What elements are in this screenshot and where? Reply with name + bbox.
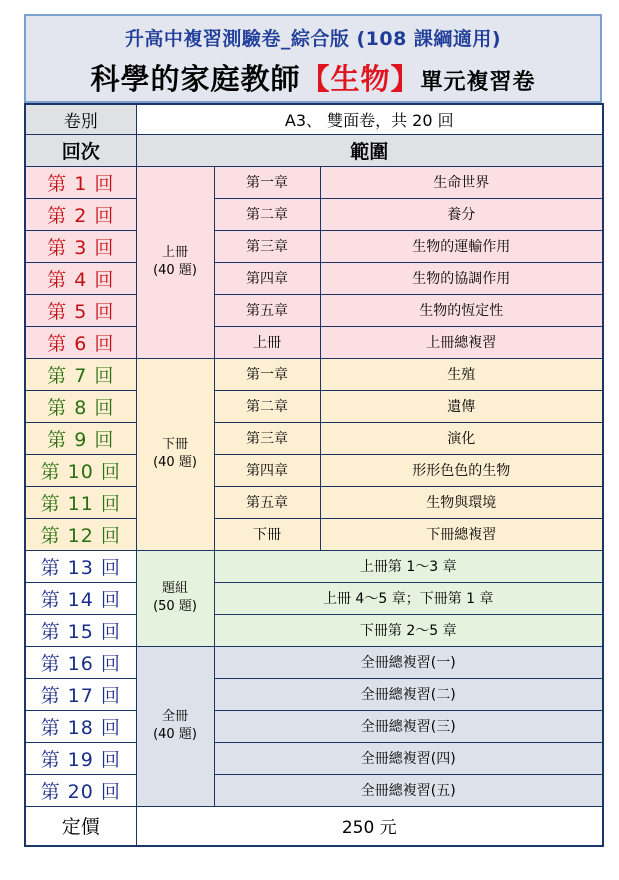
topic-cell: 上冊 4～5 章；下冊第 1 章	[214, 582, 603, 614]
title-subject: 【生物】	[300, 62, 421, 96]
group-count: (40 題)	[153, 727, 197, 742]
topic-cell: 生物的恆定性	[320, 294, 603, 326]
group-upper	[136, 166, 214, 358]
chapter-cell: 第一章	[214, 166, 320, 198]
group-name: 上冊	[161, 245, 188, 260]
price-label: 定價	[25, 806, 136, 846]
topic-cell: 遺傳	[320, 390, 603, 422]
group-name: 下冊	[161, 437, 188, 452]
volume-label: 卷別	[25, 104, 136, 134]
contents-table	[24, 103, 604, 847]
chapter-cell: 第三章	[214, 422, 320, 454]
round-label: 第 10 回	[25, 454, 136, 486]
topic-cell: 全冊總複習(三)	[214, 710, 603, 742]
title-main: 科學的家庭教師	[90, 62, 301, 96]
group-name: 題組	[161, 581, 188, 596]
round-label: 第 15 回	[25, 614, 136, 646]
round-header: 回次	[25, 134, 136, 166]
round-label: 第 1 回	[25, 166, 136, 198]
title-banner	[24, 14, 602, 103]
topic-cell: 全冊總複習(二)	[214, 678, 603, 710]
volume-value: A3、 雙面卷，共 20 回	[136, 104, 603, 134]
chapter-cell: 第二章	[214, 390, 320, 422]
round-label: 第 14 回	[25, 582, 136, 614]
round-label: 第 6 回	[25, 326, 136, 358]
chapter-cell: 第四章	[214, 454, 320, 486]
chapter-cell: 第四章	[214, 262, 320, 294]
review-sheet	[24, 14, 602, 847]
price-value: 250 元	[136, 806, 603, 846]
topic-cell: 生物與環境	[320, 486, 603, 518]
round-label: 第 13 回	[25, 550, 136, 582]
group-combined	[136, 550, 214, 646]
topic-cell: 生殖	[320, 358, 603, 390]
chapter-cell: 下冊	[214, 518, 320, 550]
chapter-cell: 第一章	[214, 358, 320, 390]
round-label: 第 2 回	[25, 198, 136, 230]
round-label: 第 8 回	[25, 390, 136, 422]
chapter-cell: 第五章	[214, 294, 320, 326]
group-name: 全冊	[161, 709, 188, 724]
topic-cell: 上冊第 1～3 章	[214, 550, 603, 582]
group-count: (40 題)	[153, 263, 197, 278]
group-count: (50 題)	[153, 599, 197, 614]
topic-cell: 全冊總複習(五)	[214, 774, 603, 806]
round-label: 第 16 回	[25, 646, 136, 678]
title-tail: 單元複習卷	[420, 69, 536, 95]
round-label: 第 19 回	[25, 742, 136, 774]
topic-cell: 上冊總複習	[320, 326, 603, 358]
topic-cell: 形形色色的生物	[320, 454, 603, 486]
topic-cell: 演化	[320, 422, 603, 454]
round-label: 第 18 回	[25, 710, 136, 742]
round-label: 第 12 回	[25, 518, 136, 550]
round-label: 第 20 回	[25, 774, 136, 806]
book-title	[26, 57, 600, 98]
topic-cell: 養分	[320, 198, 603, 230]
round-label: 第 5 回	[25, 294, 136, 326]
chapter-cell: 第五章	[214, 486, 320, 518]
round-label: 第 4 回	[25, 262, 136, 294]
topic-cell: 全冊總複習(四)	[214, 742, 603, 774]
group-count: (40 題)	[153, 455, 197, 470]
topic-cell: 下冊第 2～5 章	[214, 614, 603, 646]
series-subtitle: 升高中複習測驗卷_綜合版 (108 課綱適用)	[124, 28, 502, 50]
topic-cell: 全冊總複習(一)	[214, 646, 603, 678]
round-label: 第 11 回	[25, 486, 136, 518]
chapter-cell: 第三章	[214, 230, 320, 262]
topic-cell: 生物的協調作用	[320, 262, 603, 294]
group-lower	[136, 358, 214, 550]
scope-header: 範圍	[136, 134, 603, 166]
round-label: 第 3 回	[25, 230, 136, 262]
topic-cell: 生物的運輸作用	[320, 230, 603, 262]
round-label: 第 7 回	[25, 358, 136, 390]
chapter-cell: 上冊	[214, 326, 320, 358]
chapter-cell: 第二章	[214, 198, 320, 230]
round-label: 第 9 回	[25, 422, 136, 454]
topic-cell: 下冊總複習	[320, 518, 603, 550]
round-label: 第 17 回	[25, 678, 136, 710]
group-whole	[136, 646, 214, 806]
topic-cell: 生命世界	[320, 166, 603, 198]
